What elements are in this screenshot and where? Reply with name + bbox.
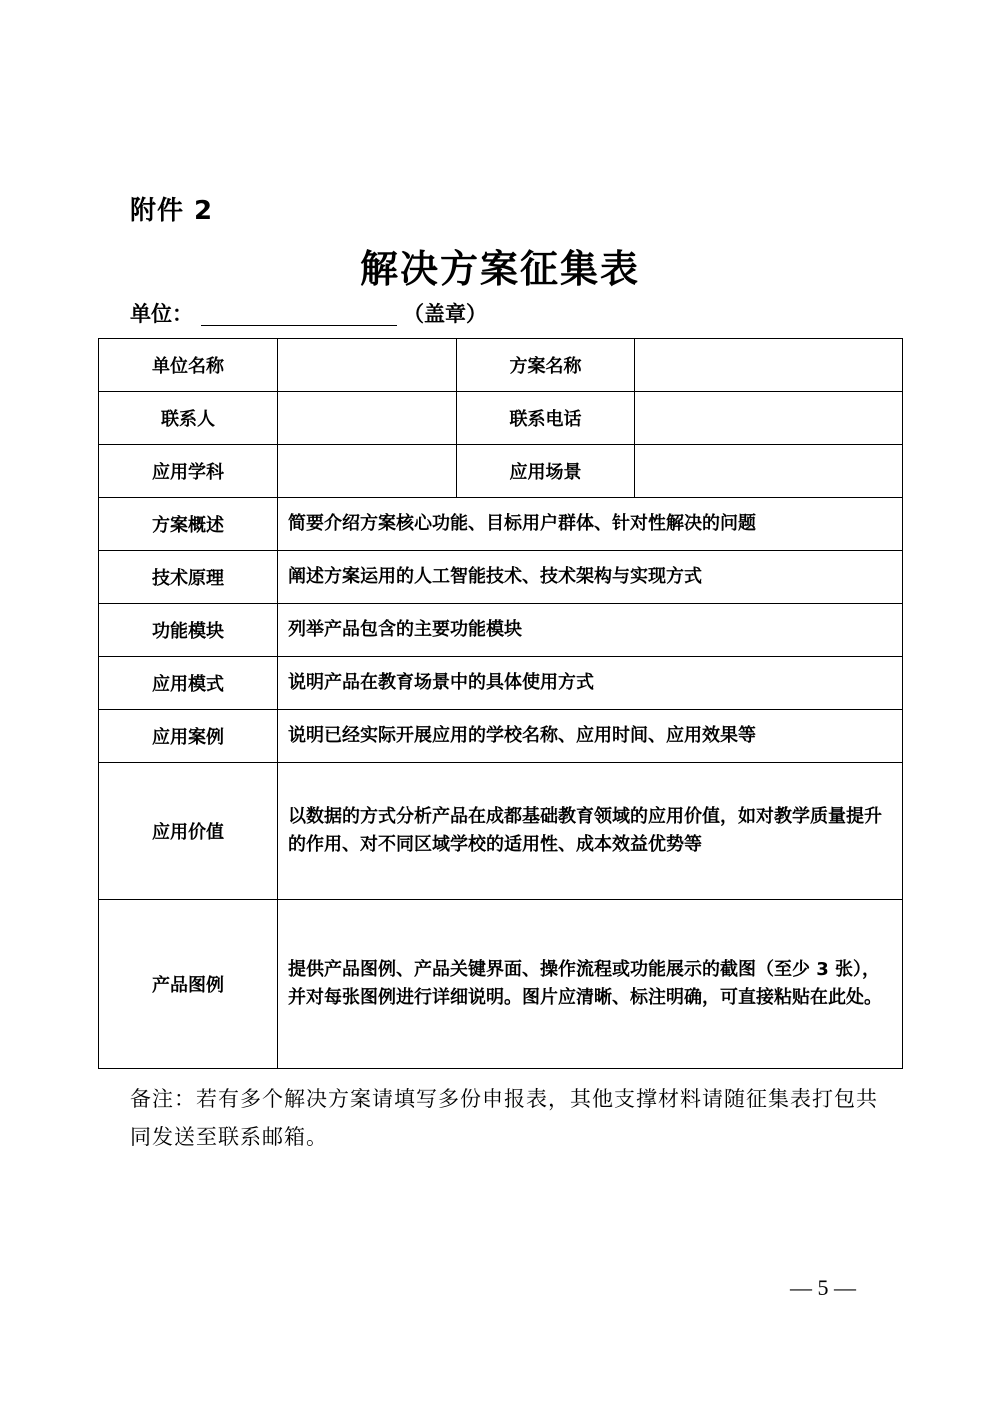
unit-label: 单位：: [130, 302, 193, 326]
table-row: [99, 657, 903, 710]
field-solution-name[interactable]: [635, 339, 903, 392]
field-value[interactable]: 以数据的方式分析产品在成都基础教育领域的应用价值，如对教学质量提升的作用、对不同区域学校的适用性、成本效益优势等: [278, 763, 903, 900]
table-row: [99, 763, 903, 900]
label-phone: 联系电话: [457, 392, 635, 445]
attachment-label: 附件 2: [130, 196, 214, 226]
label-cases: 应用案例: [99, 710, 278, 763]
label-value: 应用价值: [99, 763, 278, 900]
label-subject: 应用学科: [99, 445, 278, 498]
label-application-mode: 应用模式: [99, 657, 278, 710]
label-overview: 方案概述: [99, 498, 278, 551]
field-product-figures[interactable]: 提供产品图例、产品关键界面、操作流程或功能展示的截图（至少 3 张），并对每张图例进行详细说明。图片应清晰、标注明确，可直接粘贴在此处。: [278, 900, 903, 1069]
field-scenario[interactable]: [635, 445, 903, 498]
table-row: [99, 498, 903, 551]
field-cases[interactable]: 说明已经实际开展应用的学校名称、应用时间、应用效果等: [278, 710, 903, 763]
label-contact: 联系人: [99, 392, 278, 445]
footnote: 备注：若有多个解决方案请填写多份申报表，其他支撑材料请随征集表打包共同发送至联系邮箱。: [130, 1087, 878, 1149]
unit-blank-field[interactable]: [201, 303, 397, 326]
document-title: 解决方案征集表: [359, 246, 640, 291]
field-application-mode[interactable]: 说明产品在教育场景中的具体使用方式: [278, 657, 903, 710]
label-solution-name: 方案名称: [457, 339, 635, 392]
table-row: [99, 710, 903, 763]
label-scenario: 应用场景: [457, 445, 635, 498]
label-unit-name: 单位名称: [99, 339, 278, 392]
table-row: [99, 551, 903, 604]
table-row: [99, 900, 903, 1069]
table-row: [99, 445, 903, 498]
table-row: [99, 339, 903, 392]
field-unit-name[interactable]: [278, 339, 457, 392]
solution-form-table: [98, 338, 903, 1069]
unit-suffix: （盖章）: [403, 302, 487, 326]
label-product-figures: 产品图例: [99, 900, 278, 1069]
field-overview[interactable]: 简要介绍方案核心功能、目标用户群体、针对性解决的问题: [278, 498, 903, 551]
page-number: — 5 —: [790, 1275, 856, 1300]
field-modules[interactable]: 列举产品包含的主要功能模块: [278, 604, 903, 657]
field-tech-principle[interactable]: 阐述方案运用的人工智能技术、技术架构与实现方式: [278, 551, 903, 604]
table-row: [99, 604, 903, 657]
field-contact[interactable]: [278, 392, 457, 445]
label-tech-principle: 技术原理: [99, 551, 278, 604]
label-modules: 功能模块: [99, 604, 278, 657]
field-phone[interactable]: [635, 392, 903, 445]
unit-line: [130, 298, 487, 328]
table-row: [99, 392, 903, 445]
field-subject[interactable]: [278, 445, 457, 498]
